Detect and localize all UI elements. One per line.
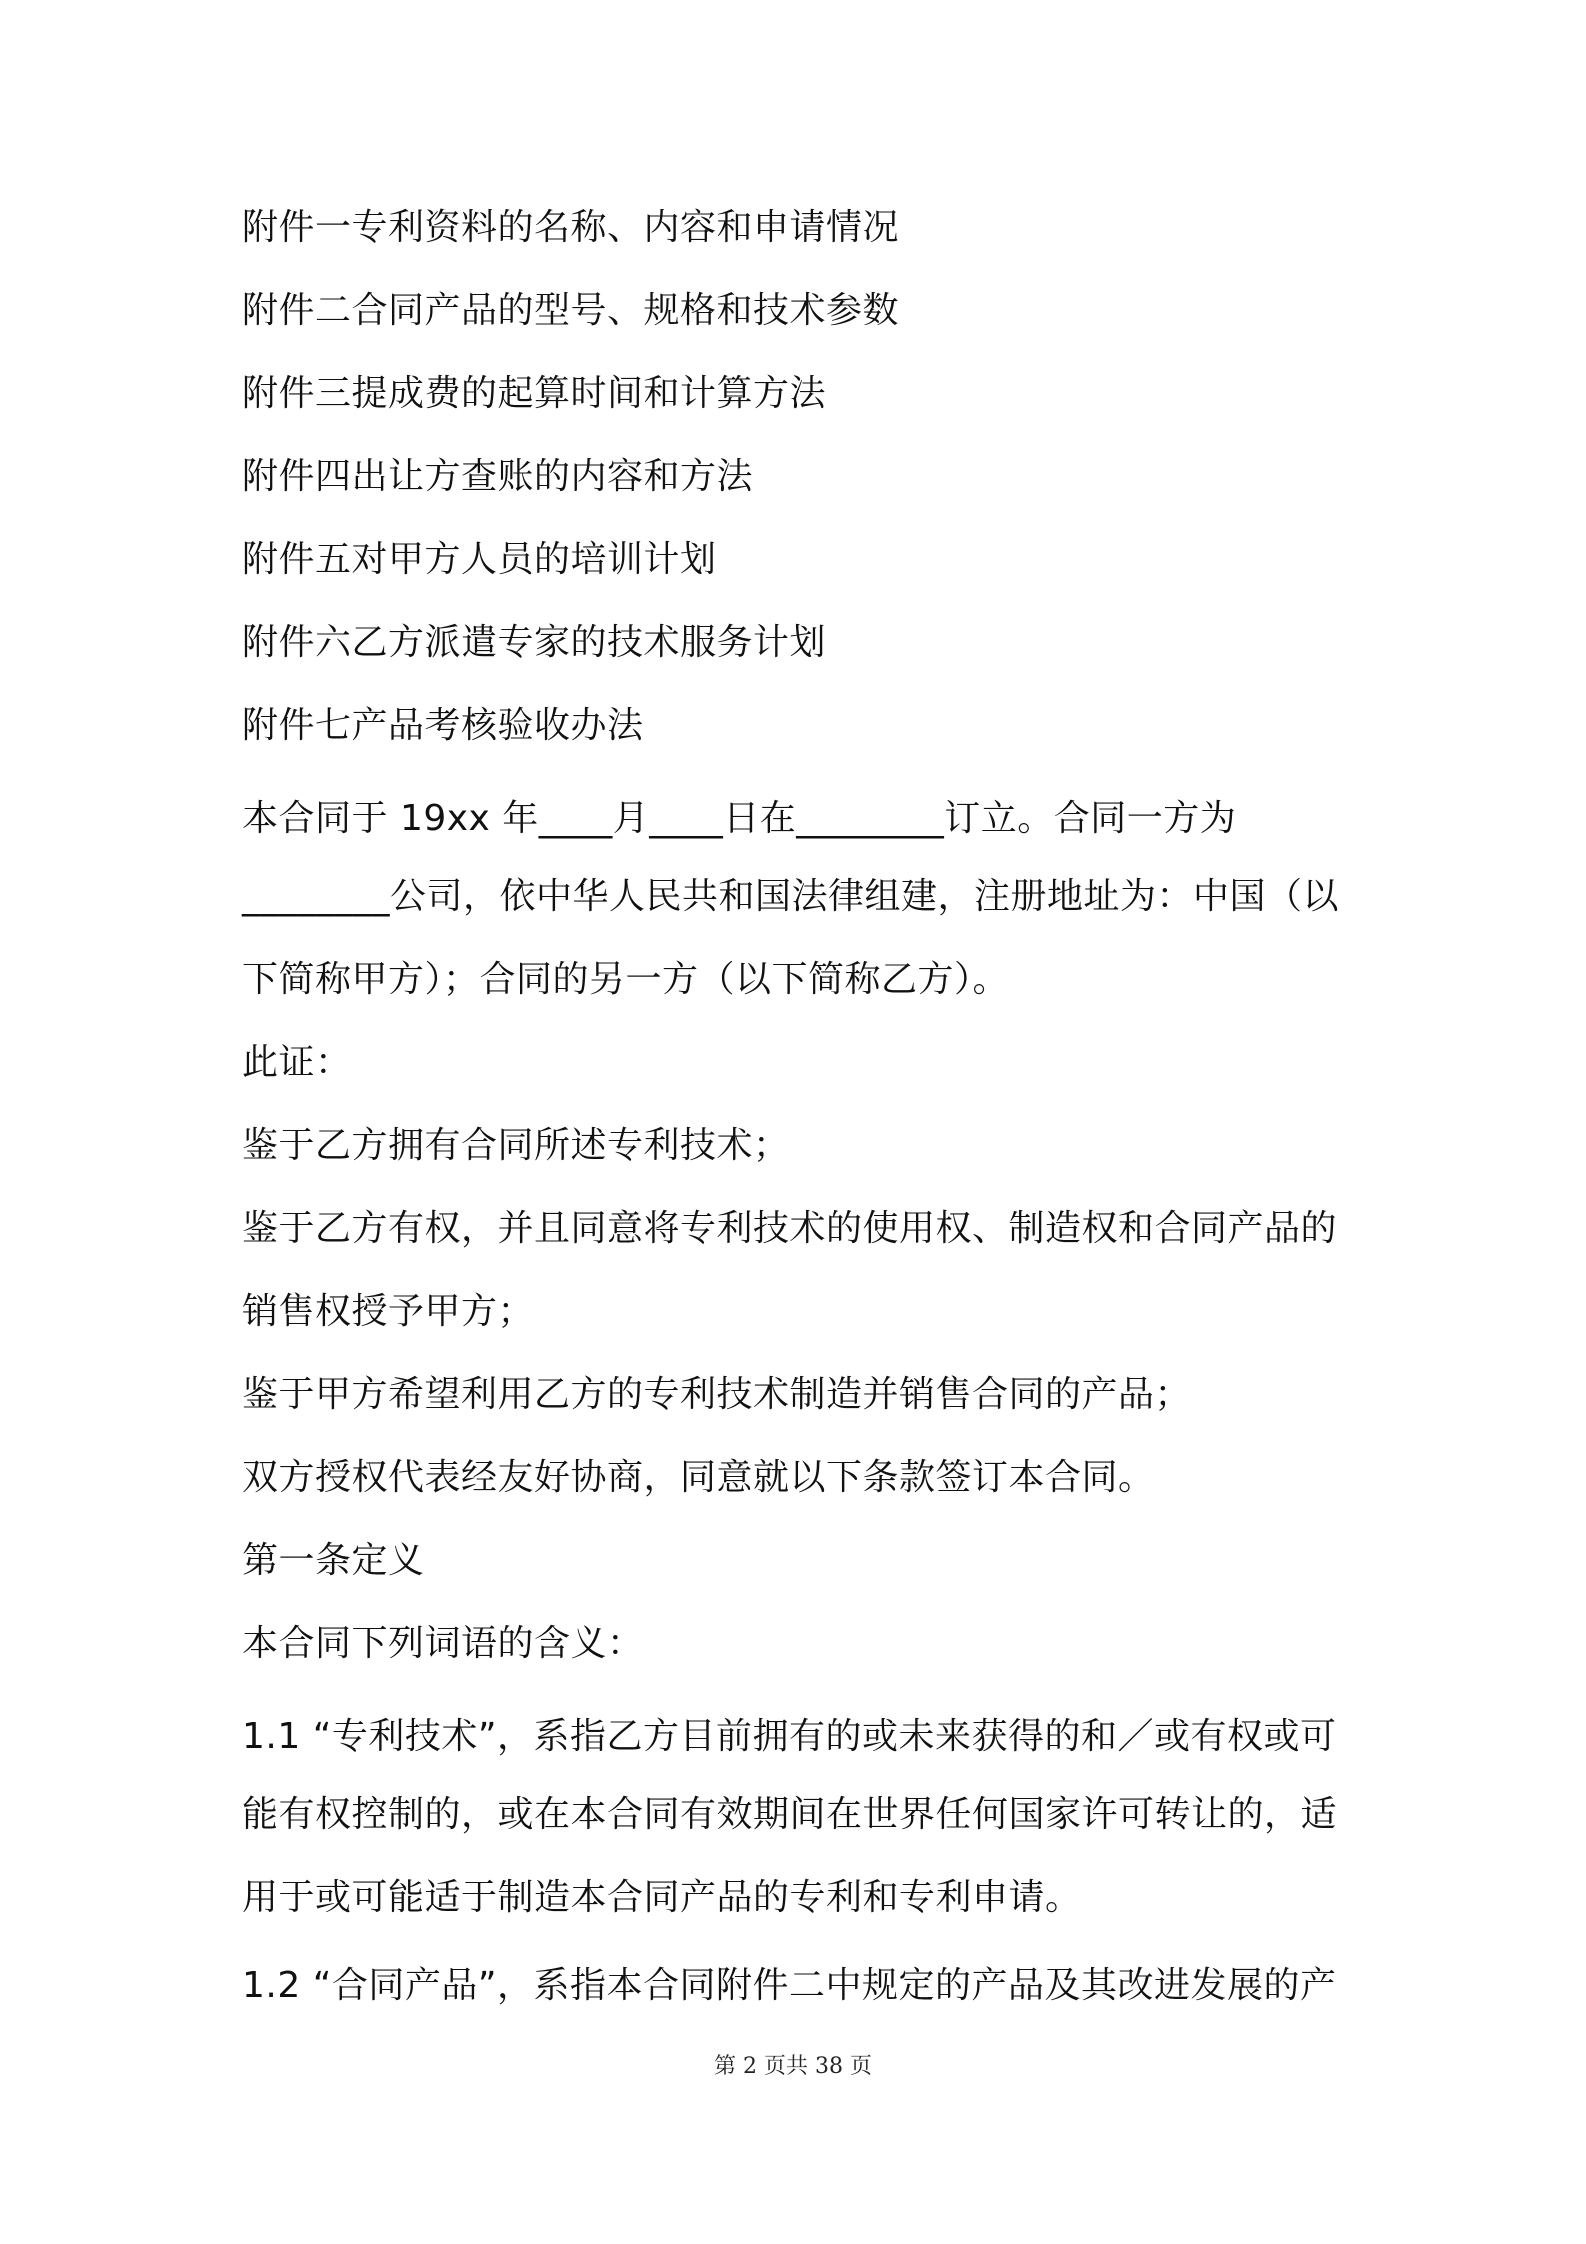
clause-1-2-line-1: 1.2 “合同产品”，系指本合同附件二中规定的产品及其改进发展的产 (242, 1965, 1337, 2006)
witness-line: 此证： (242, 1042, 352, 1083)
page-number-footer: 第 2 页共 38 页 (714, 2054, 872, 2079)
whereas-line-2b: 销售权授予甲方； (242, 1291, 535, 1332)
whereas-line-3: 鉴于甲方希望利用乙方的专利技术制造并销售合同的产品； (242, 1374, 1192, 1415)
agreement-line: 双方授权代表经友好协商，同意就以下条款签订本合同。 (242, 1457, 1155, 1498)
contract-intro-line-3: 下简称甲方）；合同的另一方（以下简称乙方）。 (242, 959, 1010, 1000)
annex-2-line: 附件二合同产品的型号、规格和技术参数 (242, 290, 900, 331)
clause-1-1-line-3: 用于或可能适于制造本合同产品的专利和专利申请。 (242, 1877, 1082, 1918)
contract-intro-line-1: 本合同于 19xx 年____月____日在________订立。合同一方为 (242, 798, 1237, 839)
definitions-intro-line: 本合同下列词语的含义： (242, 1623, 644, 1664)
annex-4-line: 附件四出让方查账的内容和方法 (242, 456, 754, 497)
annex-1-line: 附件一专利资料的名称、内容和申请情况 (242, 207, 900, 248)
whereas-line-1: 鉴于乙方拥有合同所述专利技术； (242, 1125, 790, 1166)
clause-1-1-line-2: 能有权控制的，或在本合同有效期间在世界任何国家许可转让的，适 (242, 1794, 1338, 1835)
annex-6-line: 附件六乙方派遣专家的技术服务计划 (242, 622, 827, 663)
clause-1-1-line-1: 1.1 “专利技术”，系指乙方目前拥有的或未来获得的和／或有权或可 (242, 1716, 1337, 1757)
annex-7-line: 附件七产品考核验收办法 (242, 705, 644, 746)
article-1-heading: 第一条定义 (242, 1540, 425, 1581)
contract-intro-line-2: ________公司，依中华人民共和国法律组建，注册地址为：中国（以 (242, 876, 1340, 917)
annex-5-line: 附件五对甲方人员的培训计划 (242, 539, 717, 580)
annex-3-line: 附件三提成费的起算时间和计算方法 (242, 373, 827, 414)
whereas-line-2a: 鉴于乙方有权，并且同意将专利技术的使用权、制造权和合同产品的 (242, 1208, 1338, 1249)
